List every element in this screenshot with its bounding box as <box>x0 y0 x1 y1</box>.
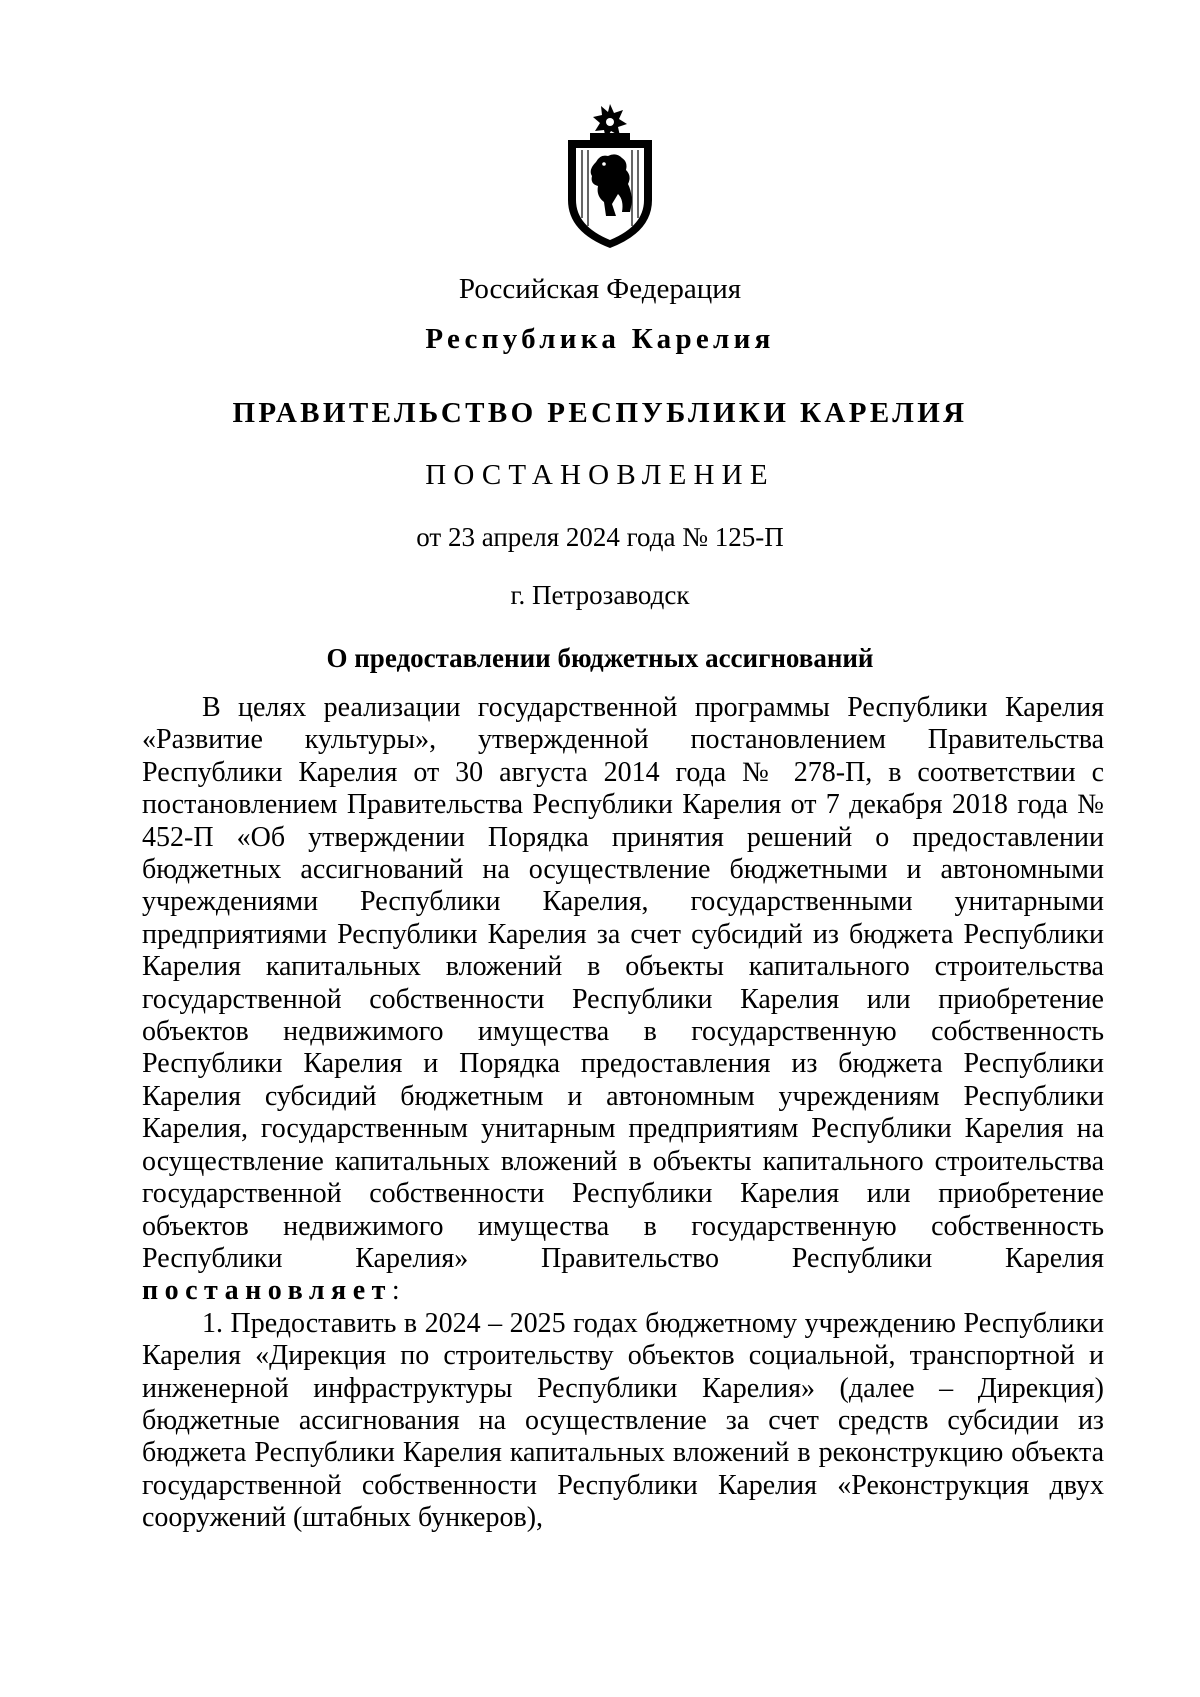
government-name: ПРАВИТЕЛЬСТВО РЕСПУБЛИКИ КАРЕЛИЯ <box>232 397 968 429</box>
document-date-number: от 23 апреля 2024 года № 125-П <box>416 522 784 552</box>
republic-name: Республика Карелия <box>425 323 775 355</box>
country-name: Российская Федерация <box>458 273 742 305</box>
preamble-text: В целях реализации государственной программы Республики Карелия «Развитие культуры», утвержденной постановлением Правительства Республики Карелия от 30 августа 2014 года № 278-П, в соответствии с постановлением Правительства Республики Карелия от 7 декабря 2018 года № 452-П «Об утверждении Порядка принятия решений о предоставлении бюджетных ассигнований на осуществление бюджетными и автономными учреждениями Республики Карелия, государственными унитарными предприятиями Республики Карелия за счет субсидий из бюджета Республики Карелия капитальных вложений в объекты капитального строительства государственной собственности Республики Карелия или приобретение объектов недвижимого имущества в государственную собственность Республики Карелия и Порядка предоставления из бюджета Республики Карелия субсидий бюджетным и автономным учреждениям Республики Карелия, государственным унитарным предприятиям Республики Карелия на осуществление капитальных вложений в объекты капитального строительства государственной собственности Республики Карелия или приобретение объектов недвижимого имущества в государственную собственность Республики Карелия» Правительство Республики Карелия <box>142 692 1104 1274</box>
document-type: ПОСТАНОВЛЕНИЕ <box>425 459 775 491</box>
karelia-coat-of-arms-icon <box>560 100 660 250</box>
document-body <box>142 692 1104 1535</box>
decrees-word: постановляет <box>142 1275 392 1307</box>
item-1-paragraph: 1. Предоставить в 2024 – 2025 годах бюджетному учреждению Республики Карелия «Дирекция по строительству объектов социальной, транспортной и инженерной инфраструктуры Республики Карелия» (далее – Дирекция) бюджетные ассигнования на осуществление за счет средств субсидии из бюджета Республики Карелия капитальных вложений в реконструкцию объекта государственной собственности Республики Карелия «Реконструкция двух сооружений (штабных бункеров), <box>142 1307 1104 1534</box>
document-title: О предоставлении бюджетных ассигнований <box>326 643 874 673</box>
document-city: г. Петрозаводск <box>510 580 690 610</box>
decrees-colon: : <box>391 1275 400 1307</box>
preamble-paragraph <box>142 692 1104 1308</box>
